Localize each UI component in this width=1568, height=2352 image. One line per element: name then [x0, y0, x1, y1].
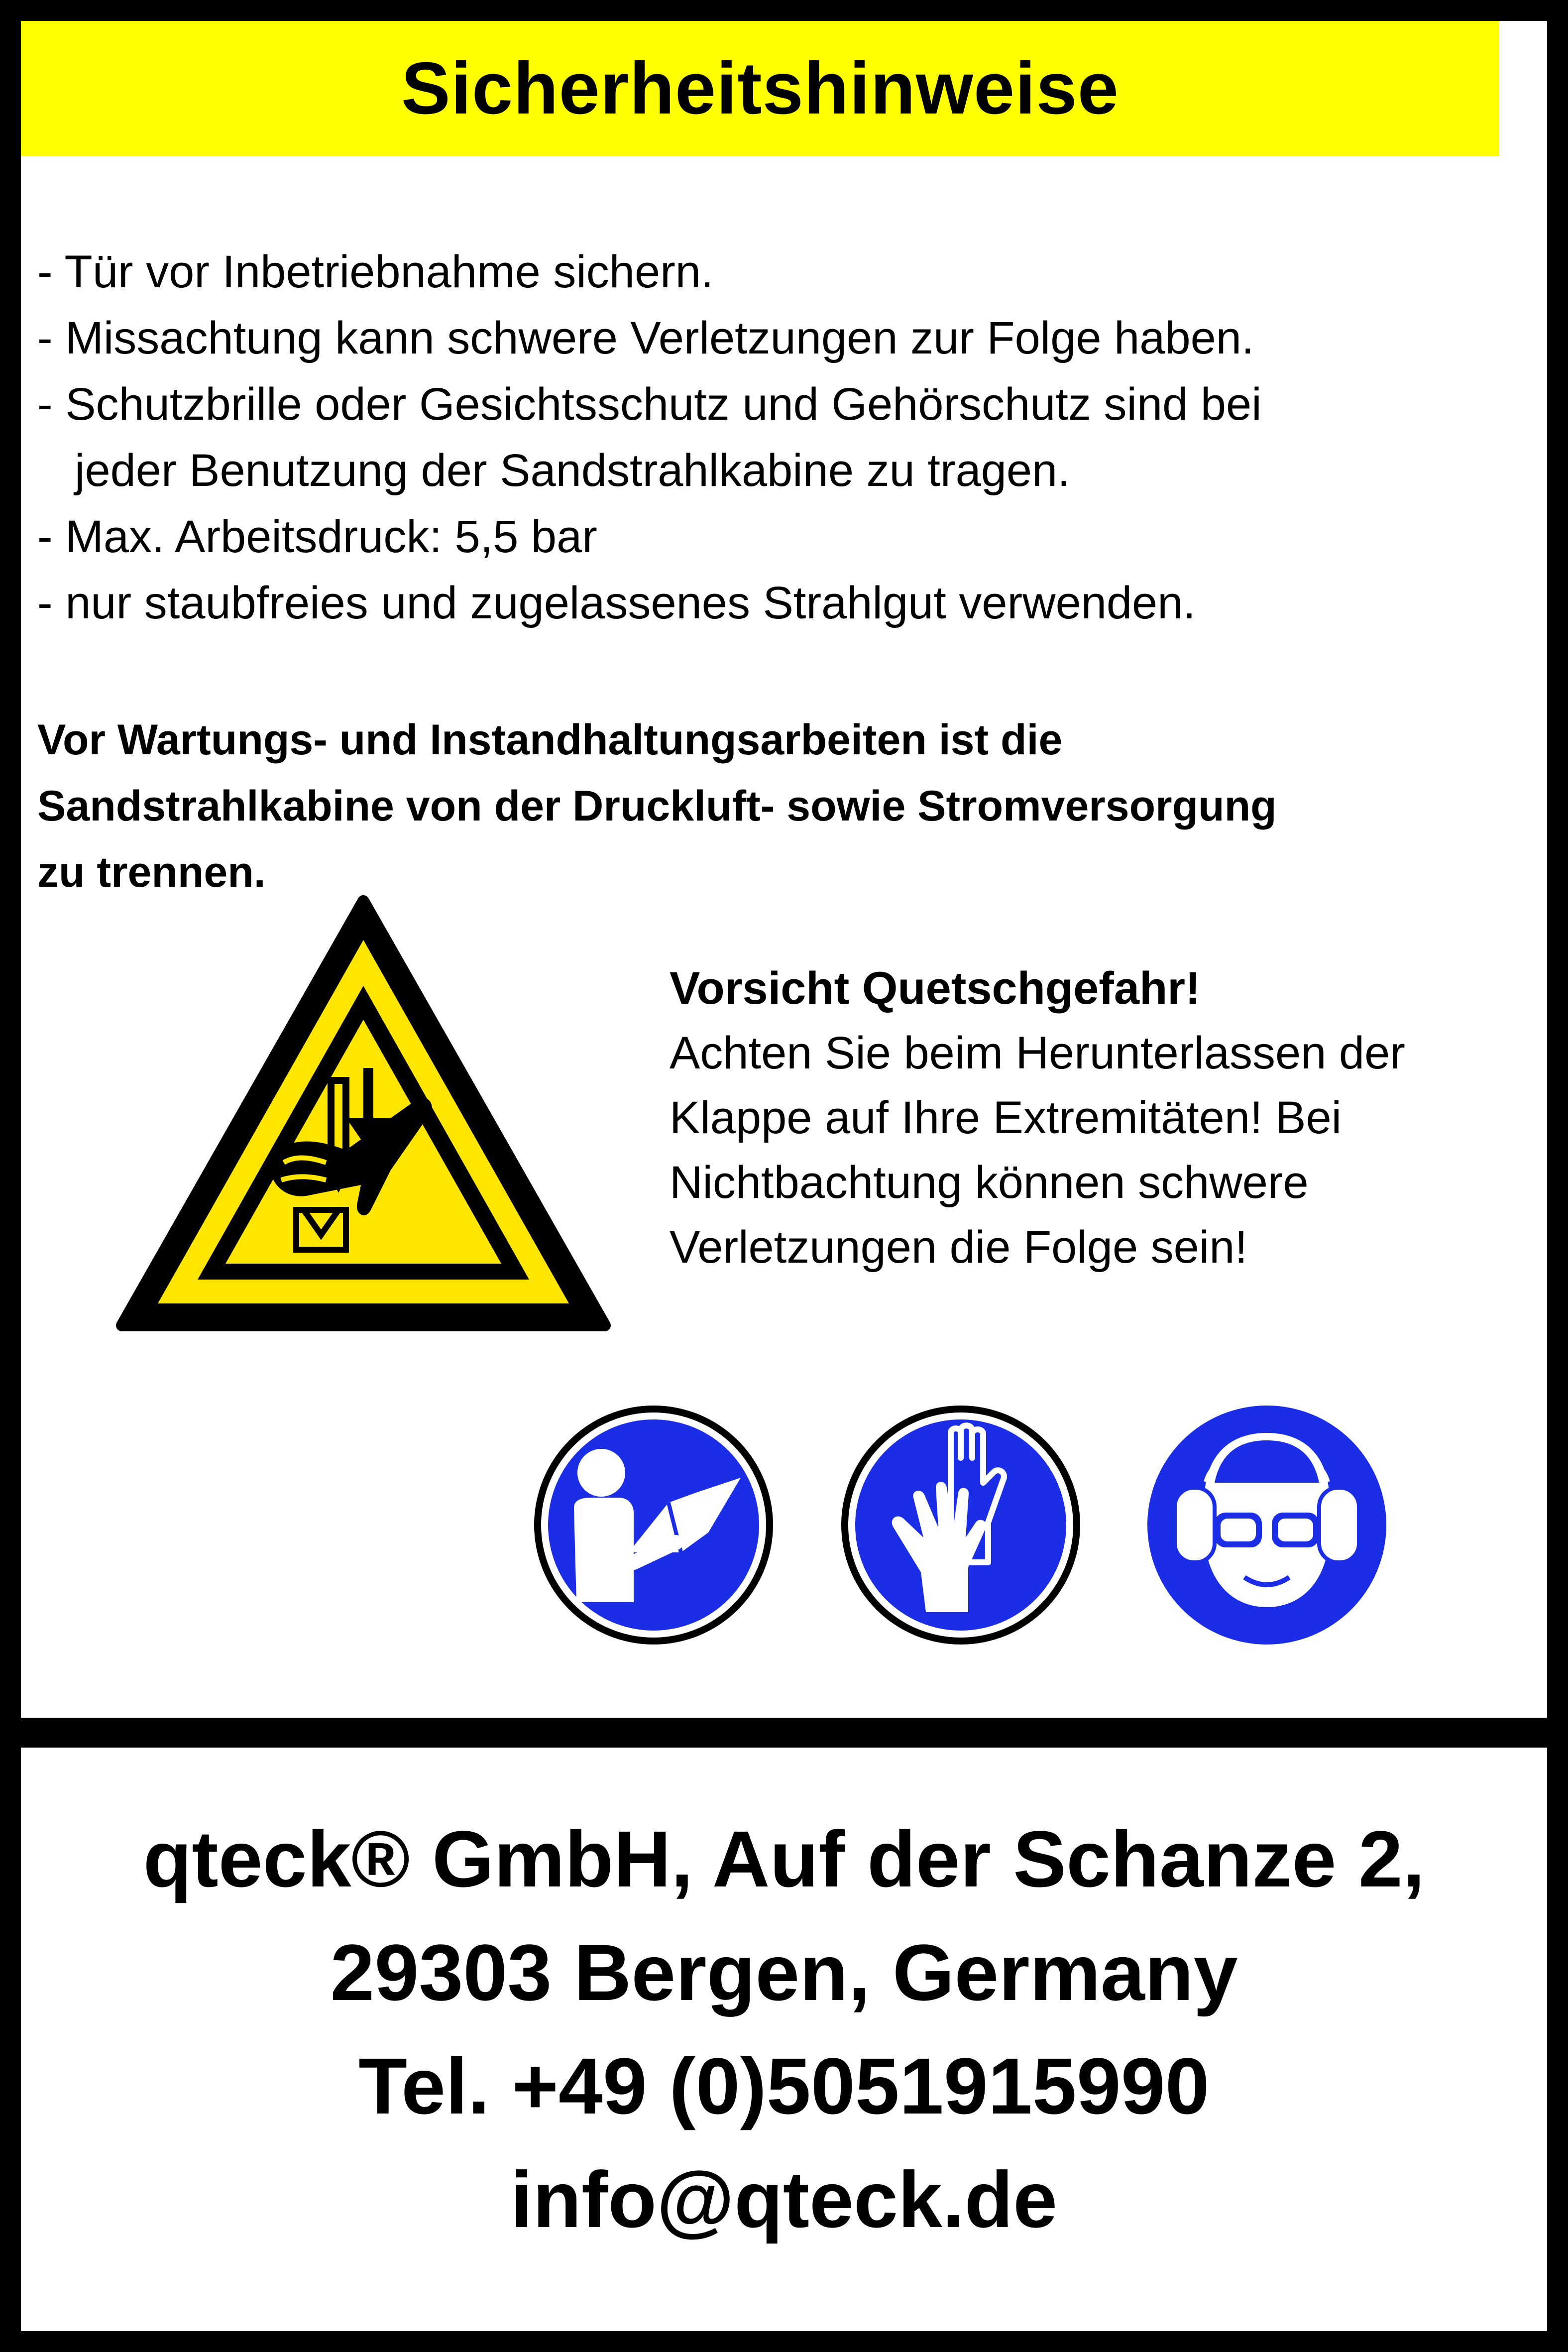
address-line: qteck® GmbH, Auf der Schanze 2, [143, 1814, 1425, 1903]
crush-warning-text [670, 956, 1541, 1280]
address-line: 29303 Bergen, Germany [330, 1928, 1238, 2017]
maintenance-notice [37, 707, 1506, 906]
bullet-line: - Schutzbrille oder Gesichtsschutz und Gehörschutz sind bei [37, 379, 1262, 430]
maintenance-line: Sandstrahlkabine von der Druckluft- sowie Stromversorgung [37, 782, 1277, 830]
email-line: info@qteck.de [510, 2155, 1058, 2244]
bullet-line: - Tür vor Inbetriebnahme sichern. [37, 246, 714, 297]
safety-bullets [37, 239, 1506, 636]
bullet-line: jeder Benutzung der Sandstrahlkabine zu tragen. [75, 445, 1070, 496]
company-address [21, 1802, 1547, 2256]
crush-warning-line: Nichtbachtung können schwere [670, 1157, 1309, 1208]
phone-line: Tel. +49 (0)5051915990 [358, 2041, 1210, 2130]
wear-eye-ear-protection-icon [1145, 1403, 1389, 1647]
crush-hazard-warning-icon [112, 891, 615, 1339]
maintenance-line: Vor Wartungs- und Instandhaltungsarbeiten ist die [37, 716, 1063, 764]
crush-warning-line: Achten Sie beim Herunterlassen der [670, 1028, 1405, 1078]
crush-warning-line: Verletzungen die Folge sein! [670, 1222, 1248, 1273]
maintenance-line: zu trennen. [37, 848, 266, 896]
read-manual-icon [532, 1403, 776, 1647]
bullet-line: - nur staubfreies und zugelassenes Strahlgut verwenden. [37, 578, 1196, 628]
title-bar [21, 21, 1499, 156]
wear-gloves-icon [839, 1403, 1083, 1647]
crush-warning-line: Klappe auf Ihre Extremitäten! Bei [670, 1092, 1342, 1143]
page-title: Sicherheitshinweise [401, 47, 1119, 129]
bullet-line: - Max. Arbeitsdruck: 5,5 bar [37, 511, 597, 562]
bullet-line: - Missachtung kann schwere Verletzungen zur Folge haben. [37, 313, 1254, 363]
crush-warning-heading: Vorsicht Quetschgefahr! [670, 963, 1201, 1014]
